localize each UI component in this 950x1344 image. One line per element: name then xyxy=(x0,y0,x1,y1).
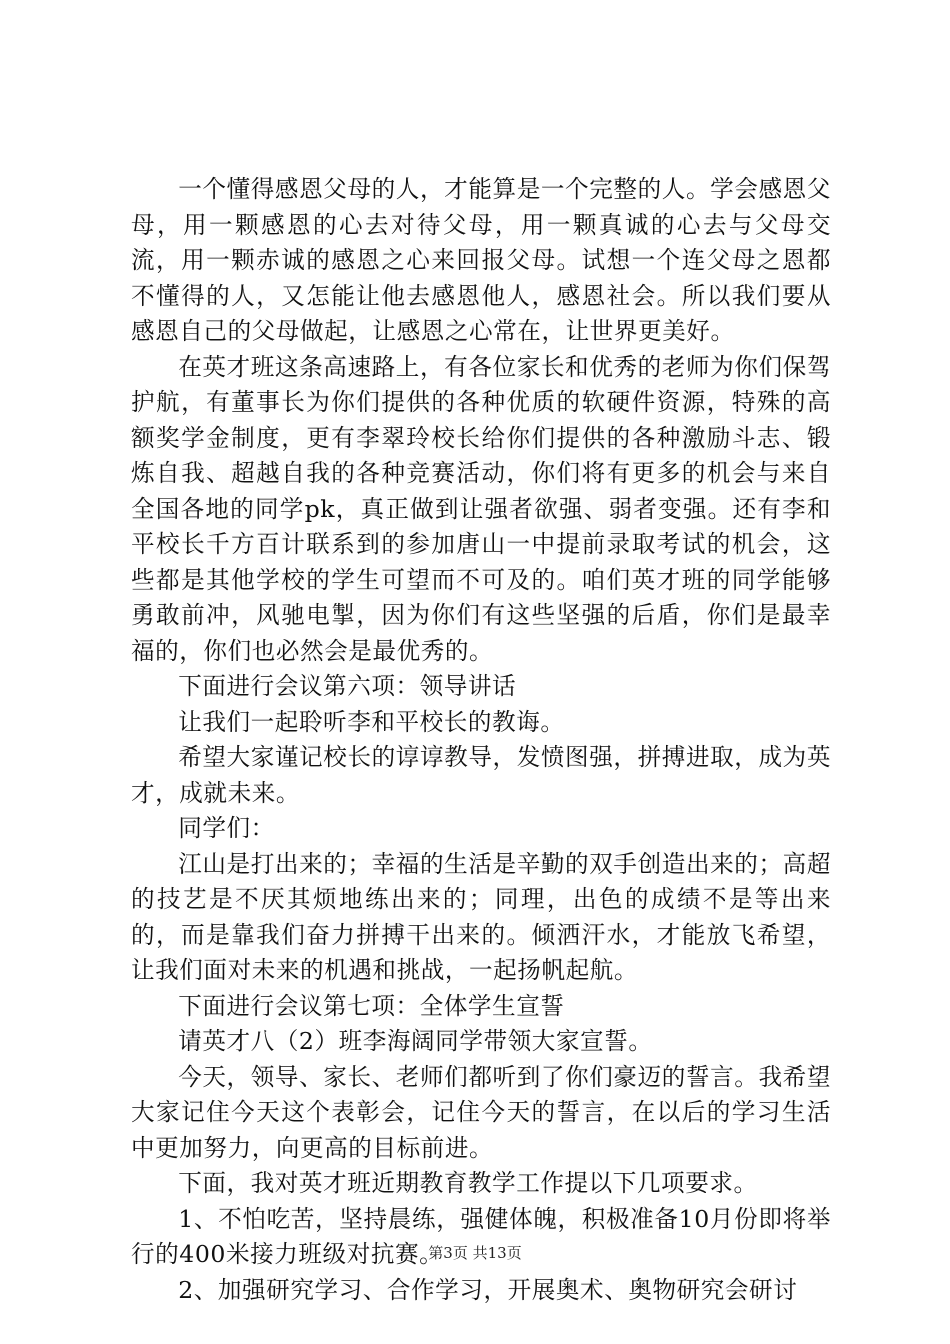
paragraph-agenda-item-seven: 下面进行会议第七项：全体学生宣誓 xyxy=(178,991,565,1020)
paragraph-gratitude-parents: 一个懂得感恩父母的人，才能算是一个完整的人。学会感恩父母，用一颗感恩的心去对待父母，用一颗真诚的心去与父母交流，用一颗赤诚的感恩之心来回报父母。试想一个连父母之恩都不懂得的人，又怎能让他去感恩他人，感恩社会。所以我们要从感恩自己的父母做起，让感恩之心常在，让世界更美好。 xyxy=(131,175,831,345)
paragraph-salutation: 同学们： xyxy=(178,814,275,842)
paragraph-oath-leader: 请英才八（2）班李海阔同学带领大家宣誓。 xyxy=(178,1027,653,1055)
paragraph-agenda-item-six: 下面进行会议第六项：领导讲话 xyxy=(178,672,517,700)
paragraph-elite-class: 在英才班这条高速路上，有各位家长和优秀的老师为你们保驾护航，有董事长为你们提供的各种优质的软硬件资源，特殊的高额奖学金制度，更有李翠玲校长给你们提供的各种激励斗志、锻炼自我、超越自我的各种竞赛活动，你们将有更多的机会与来自全国各地的同学pk，真正做到让强者欲强、弱者变强。还有李和平校长千方百计联系到的参加唐山一中提前录取考试的机会，这些都是其他学校的学生可望而不可及的。咱们英才班的同学能够勇敢前冲，风驰电掣，因为你们有这些坚强的后盾，你们是最幸福的，你们也必然会是最优秀的。 xyxy=(131,352,831,665)
paragraph-oath-reflection: 今天，领导、家长、老师们都听到了你们豪迈的誓言。我希望大家记住今天这个表彰会，记住今天的誓言，在以后的学习生活中更加努力，向更高的目标前进。 xyxy=(131,1062,831,1162)
paragraph-requirement-2: 2、加强研究学习、合作学习，开展奥术、奥物研究会研讨 xyxy=(178,1275,798,1304)
paragraph-invite-principal: 让我们一起聆听李和平校长的教诲。 xyxy=(178,707,565,736)
paragraph-requirement-1: 1、不怕吃苦，坚持晨练，强健体魄，积极准备10月份即将举行的400米接力班级对抗赛。 xyxy=(131,1204,831,1268)
paragraph-requirements-intro: 下面，我对英才班近期教育教学工作提以下几项要求。 xyxy=(178,1169,758,1197)
page-number-footer: 第3页 共13页 xyxy=(428,1244,522,1262)
paragraph-hard-work: 江山是打出来的；幸福的生活是辛勤的双手创造出来的；高超的技艺是不厌其烦地练出来的；同理，出色的成绩不是等出来的，而是靠我们奋力拼搏干出来的。倾洒汗水，才能放飞希望，让我们面对未来的机遇和挑战，一起扬帆起航。 xyxy=(131,849,831,984)
paragraph-hope: 希望大家谨记校长的谆谆教导，发愤图强，拼搏进取，成为英才，成就未来。 xyxy=(131,743,831,807)
document-body xyxy=(131,172,831,1308)
